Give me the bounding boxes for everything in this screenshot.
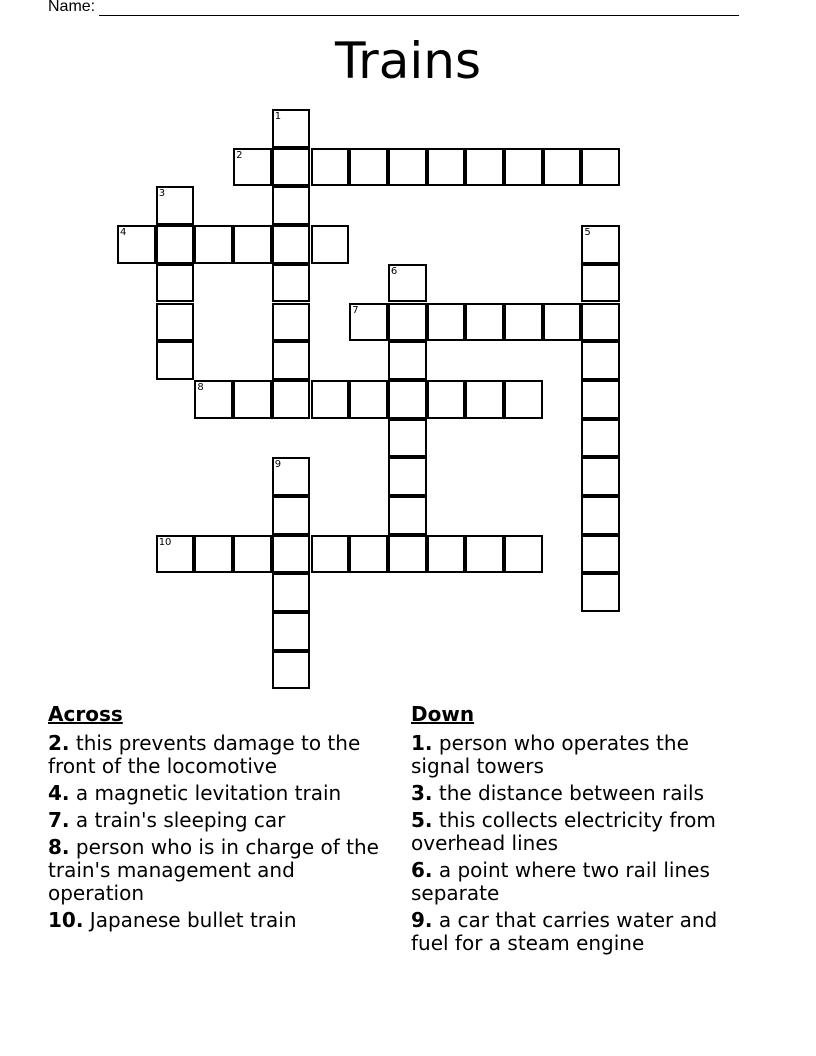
- grid-cell[interactable]: [311, 380, 350, 419]
- cell-number: 9: [274, 459, 282, 471]
- grid-cell[interactable]: [272, 457, 311, 496]
- grid-cell[interactable]: [581, 148, 620, 187]
- across-clue: [48, 732, 388, 778]
- clue-text: person who is in charge of the train's management and operation: [48, 835, 379, 905]
- grid-cell[interactable]: [233, 225, 272, 264]
- cell-number: 8: [197, 381, 204, 393]
- across-clue-list: [48, 732, 388, 932]
- grid-cell[interactable]: [581, 380, 620, 419]
- grid-cell[interactable]: [311, 535, 350, 574]
- grid-cell[interactable]: [388, 148, 427, 187]
- grid-cell[interactable]: [272, 186, 311, 225]
- across-clues: [48, 702, 388, 936]
- grid-cell[interactable]: [311, 225, 350, 264]
- grid-cell[interactable]: [156, 303, 195, 342]
- clue-text: a car that carries water and fuel for a steam engine: [411, 908, 718, 955]
- grid-cell[interactable]: [156, 225, 195, 264]
- clue-number: 8.: [48, 835, 70, 859]
- grid-cell[interactable]: [272, 573, 311, 612]
- grid-cell[interactable]: [272, 303, 311, 342]
- grid-cell[interactable]: [311, 148, 350, 187]
- down-clue-list: [411, 732, 751, 955]
- grid-cell[interactable]: [349, 535, 388, 574]
- clue-text: person who operates the signal towers: [411, 731, 689, 778]
- grid-cell[interactable]: [272, 148, 311, 187]
- clue-text: this prevents damage to the front of the locomotive: [48, 731, 361, 778]
- down-clue: [411, 809, 751, 855]
- clue-number: 2.: [48, 731, 70, 755]
- cell-number: 1: [274, 111, 282, 122]
- grid-cell[interactable]: [156, 535, 195, 574]
- grid-cell[interactable]: [194, 380, 233, 419]
- grid-cell[interactable]: [233, 380, 272, 419]
- down-clue: [411, 909, 751, 955]
- grid-cell[interactable]: [504, 303, 543, 342]
- clue-number: 3.: [411, 781, 433, 805]
- grid-cell[interactable]: [156, 341, 195, 380]
- grid-cell[interactable]: [272, 225, 311, 264]
- clue-text: a magnetic levitation train: [69, 781, 342, 805]
- cell-number: 7: [352, 304, 359, 316]
- grid-cell[interactable]: [272, 264, 311, 303]
- grid-cell[interactable]: [272, 380, 311, 419]
- grid-cell[interactable]: [427, 535, 466, 574]
- name-label: Name:: [48, 0, 96, 15]
- grid-cell[interactable]: [581, 419, 620, 458]
- grid-cell[interactable]: [465, 380, 504, 419]
- grid-cell[interactable]: [272, 651, 311, 690]
- clue-text: Japanese bullet train: [83, 908, 297, 932]
- grid-cell[interactable]: [427, 303, 466, 342]
- grid-cell[interactable]: [388, 457, 427, 496]
- grid-cell[interactable]: [543, 148, 582, 187]
- grid-cell[interactable]: [349, 148, 388, 187]
- clue-number: 10.: [48, 908, 84, 932]
- grid-cell[interactable]: [581, 341, 620, 380]
- grid-cell[interactable]: [156, 264, 195, 303]
- across-heading: Across: [48, 702, 123, 726]
- down-clue: [411, 782, 751, 805]
- grid-cell[interactable]: [272, 535, 311, 574]
- clue-number: 4.: [48, 781, 70, 805]
- grid-cell[interactable]: [504, 380, 543, 419]
- grid-cell[interactable]: [156, 186, 195, 225]
- across-clue: [48, 836, 388, 905]
- grid-cell[interactable]: [581, 457, 620, 496]
- grid-cell[interactable]: [272, 341, 311, 380]
- grid-cell[interactable]: [233, 148, 272, 187]
- down-clue: [411, 859, 751, 905]
- grid-cell[interactable]: [272, 496, 311, 535]
- grid-cell[interactable]: [388, 496, 427, 535]
- grid-cell[interactable]: [465, 303, 504, 342]
- grid-cell[interactable]: [194, 225, 233, 264]
- grid-cell[interactable]: [465, 148, 504, 187]
- grid-cell[interactable]: [581, 303, 620, 342]
- cell-number: 2: [236, 149, 243, 161]
- grid-cell[interactable]: [233, 535, 272, 574]
- grid-cell[interactable]: [388, 419, 427, 458]
- grid-cell[interactable]: [272, 612, 311, 651]
- down-clue: [411, 732, 751, 778]
- grid-cell[interactable]: [349, 380, 388, 419]
- grid-cell[interactable]: [581, 535, 620, 574]
- grid-cell[interactable]: [388, 380, 427, 419]
- across-clue: [48, 909, 388, 932]
- clue-number: 6.: [411, 858, 433, 882]
- clue-text: a point where two rail lines separate: [411, 858, 710, 905]
- clue-text: the distance between rails: [432, 781, 705, 805]
- clue-number: 9.: [411, 908, 433, 932]
- down-clues: [411, 702, 751, 959]
- grid-cell[interactable]: [581, 573, 620, 612]
- grid-cell[interactable]: [272, 109, 311, 148]
- cell-number: 6: [390, 265, 398, 277]
- grid-cell[interactable]: [504, 535, 543, 574]
- grid-cell[interactable]: [388, 264, 427, 303]
- grid-cell[interactable]: [504, 148, 543, 187]
- grid-cell[interactable]: [388, 535, 427, 574]
- clue-number: 5.: [411, 808, 433, 832]
- cell-number: 3: [158, 188, 166, 200]
- cell-number: 10: [158, 536, 172, 548]
- across-clue: [48, 782, 388, 805]
- grid-cell[interactable]: [194, 535, 233, 574]
- grid-cell[interactable]: [117, 225, 156, 264]
- grid-cell[interactable]: [581, 225, 620, 264]
- clue-text: a train's sleeping car: [69, 808, 286, 832]
- grid-cell[interactable]: [388, 303, 427, 342]
- cell-number: 5: [584, 227, 591, 239]
- grid-cell[interactable]: [388, 341, 427, 380]
- grid-cell[interactable]: [543, 303, 582, 342]
- grid-cell[interactable]: [581, 496, 620, 535]
- clue-number: 7.: [48, 808, 70, 832]
- grid-cell[interactable]: [465, 535, 504, 574]
- cell-number: 4: [120, 227, 127, 239]
- clue-text: this collects electricity from overhead lines: [411, 808, 716, 855]
- down-heading: Down: [411, 702, 475, 726]
- grid-cell[interactable]: [427, 380, 466, 419]
- grid-cell[interactable]: [349, 303, 388, 342]
- clue-number: 1.: [411, 731, 433, 755]
- grid-cell[interactable]: [581, 264, 620, 303]
- across-clue: [48, 809, 388, 832]
- grid-cell[interactable]: [427, 148, 466, 187]
- page-title: Trains: [334, 32, 482, 90]
